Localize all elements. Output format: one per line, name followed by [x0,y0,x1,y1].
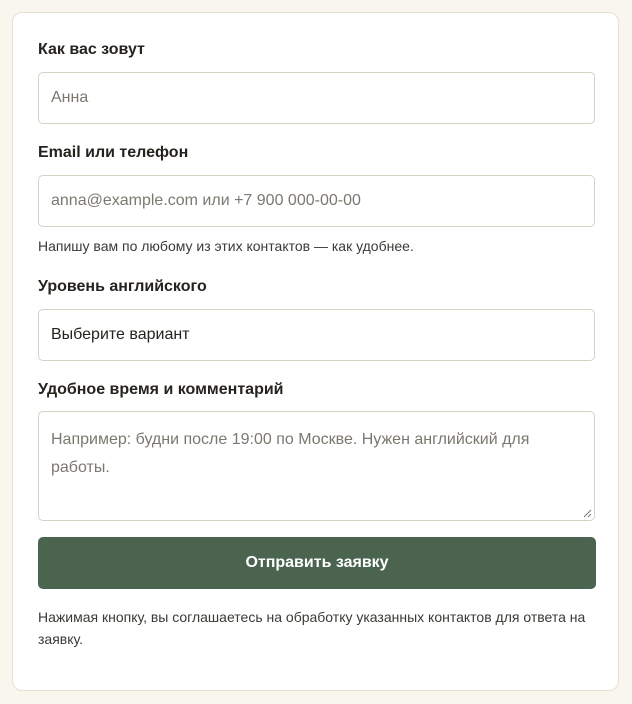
request-form-card [12,12,619,691]
contact-placeholder: anna@example.com или +7 900 000-00-00 [51,192,361,209]
level-selected-value: Выберите вариант [51,326,190,343]
contact-hint: Напишу вам по любому из этих контактов — как удобнее. [38,238,414,254]
name-placeholder: Анна [51,89,89,106]
contact-input[interactable] [38,175,595,227]
name-label: Как вас зовут [38,41,145,58]
comment-textarea[interactable] [38,411,595,521]
submit-button[interactable]: Отправить заявку [38,537,596,589]
comment-label: Удобное время и комментарий [38,381,284,398]
contact-label: Email или телефон [38,144,189,161]
level-select[interactable] [38,309,595,361]
resize-handle-icon[interactable] [583,509,592,518]
level-label: Уровень английского [38,278,207,295]
name-input[interactable] [38,72,595,124]
consent-text: Нажимая кнопку, вы соглашаетесь на обработку указанных контактов для ответа на заявку. [38,609,586,647]
comment-placeholder: Например: будни после 19:00 по Москве. Нужен английский для работы. [51,431,530,476]
